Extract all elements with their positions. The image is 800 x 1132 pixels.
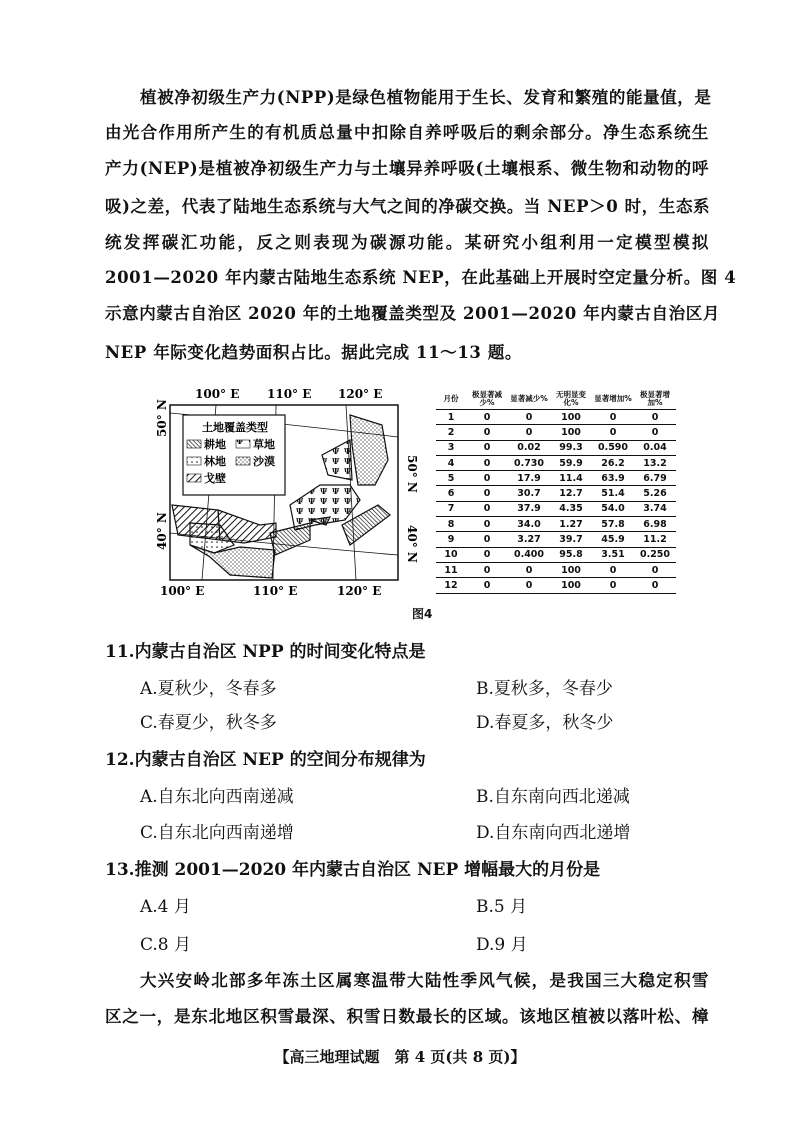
table-cell: 0	[466, 501, 508, 516]
option-a: A.4 月	[140, 897, 191, 917]
table-cell: 95.8	[550, 547, 592, 562]
option-c: C.春夏少，秋冬多	[140, 713, 277, 733]
table-row	[436, 425, 676, 440]
option-b: B.夏秋多，冬春少	[476, 679, 613, 699]
table-cell: 0.250	[634, 547, 676, 562]
table-cell: 100	[550, 578, 592, 593]
table-cell: 6.98	[634, 517, 676, 532]
intro-line: 吸)之差，代表了陆地生态系统与大气之间的净碳交换。当 NEP＞0 时，生态系	[105, 197, 711, 216]
table-cell: 63.9	[592, 471, 634, 486]
table-cell: 99.3	[550, 440, 592, 455]
table-cell: 54.0	[592, 501, 634, 516]
table-cell: 0	[466, 562, 508, 577]
table-cell: 0	[508, 562, 550, 577]
table-cell: 2	[436, 425, 466, 440]
table-header-cell: 无明显变化%	[550, 390, 592, 410]
table-cell: 5	[436, 471, 466, 486]
table-cell: 37.9	[508, 501, 550, 516]
table-cell: 57.8	[592, 517, 634, 532]
table-row	[436, 410, 676, 425]
intro-line: NEP 年际变化趋势面积占比。据此完成 11～13 题。	[105, 343, 523, 362]
table-cell: 0	[634, 562, 676, 577]
table-cell: 7	[436, 501, 466, 516]
table-cell: 4.35	[550, 501, 592, 516]
option-a: A.自东北向西南递减	[140, 787, 294, 807]
table-cell: 100	[550, 425, 592, 440]
land-cover-map	[150, 385, 425, 600]
table-cell: 1	[436, 410, 466, 425]
table-cell: 0	[466, 455, 508, 470]
table-cell: 11	[436, 562, 466, 577]
table-cell: 0.400	[508, 547, 550, 562]
table-cell: 0	[592, 410, 634, 425]
table-header-cell: 极显著增加%	[634, 390, 676, 410]
option-c: C.自东北向西南递增	[140, 823, 294, 843]
table-cell: 0.730	[508, 455, 550, 470]
table-cell: 0	[508, 578, 550, 593]
table-cell: 6	[436, 486, 466, 501]
table-row	[436, 532, 676, 547]
table-cell: 9	[436, 532, 466, 547]
table-cell: 11.2	[634, 532, 676, 547]
table-cell: 0	[634, 410, 676, 425]
lon-label: 100° E	[195, 387, 240, 401]
table-cell: 0	[466, 410, 508, 425]
table-cell: 0	[466, 517, 508, 532]
table-cell: 0	[634, 425, 676, 440]
legend-item-grassland: 草地	[253, 438, 275, 451]
option-c: C.8 月	[140, 935, 192, 955]
figure-caption: 图4	[412, 607, 433, 621]
lon-label: 120° E	[338, 387, 383, 401]
table-row	[436, 517, 676, 532]
table-row	[436, 440, 676, 455]
next-passage-line: 大兴安岭北部多年冻土区属寒温带大陆性季风气候，是我国三大稳定积雪	[140, 971, 709, 990]
option-d: D.春夏多，秋冬少	[476, 713, 614, 733]
table-row	[436, 501, 676, 516]
table-cell: 8	[436, 517, 466, 532]
table-cell: 0	[466, 547, 508, 562]
legend-item-desert: 沙漠	[253, 455, 275, 468]
table-cell: 4	[436, 455, 466, 470]
table-cell: 45.9	[592, 532, 634, 547]
table-cell: 10	[436, 547, 466, 562]
table-header-cell: 月份	[436, 390, 466, 410]
option-b: B.5 月	[476, 897, 528, 917]
nep-trend-table	[436, 390, 676, 594]
table-cell: 12	[436, 578, 466, 593]
question-stem: 13.推测 2001—2020 年内蒙古自治区 NEP 增幅最大的月份是	[105, 860, 601, 880]
table-cell: 0	[508, 425, 550, 440]
table-cell: 17.9	[508, 471, 550, 486]
table-cell: 3.27	[508, 532, 550, 547]
table-cell: 0.04	[634, 440, 676, 455]
question-stem: 11.内蒙古自治区 NPP 的时间变化特点是	[105, 642, 426, 662]
legend-item-forest: 林地	[204, 455, 226, 468]
table-row	[436, 578, 676, 593]
table-cell: 0	[466, 532, 508, 547]
lat-label: 40° N	[155, 512, 169, 550]
table-cell: 3.74	[634, 501, 676, 516]
table-row	[436, 455, 676, 470]
table-header-cell: 显著减少%	[508, 390, 550, 410]
table-cell: 100	[550, 562, 592, 577]
table-cell: 59.9	[550, 455, 592, 470]
page-footer: 【高三地理试题 第 4 页(共 8 页)】	[274, 1048, 526, 1066]
option-d: D.自东南向西北递增	[476, 823, 631, 843]
table-header-row	[436, 390, 676, 410]
lon-label: 100° E	[160, 584, 205, 598]
lon-label: 110° E	[267, 387, 312, 401]
table-cell: 0	[592, 425, 634, 440]
intro-line: 由光合作用所产生的有机质总量中扣除自养呼吸后的剩余部分。净生态系统生	[105, 123, 709, 142]
legend-item-gobi: 戈壁	[204, 472, 226, 485]
option-d: D.9 月	[476, 935, 528, 955]
legend-title: 土地覆盖类型	[202, 421, 268, 434]
table-cell: 1.27	[550, 517, 592, 532]
table-cell: 3	[436, 440, 466, 455]
lon-label: 120° E	[337, 584, 382, 598]
table-header-cell: 显著增加%	[592, 390, 634, 410]
table-row	[436, 471, 676, 486]
next-passage-line: 区之一，是东北地区积雪最深、积雪日数最长的区域。该地区植被以落叶松、樟	[105, 1007, 709, 1026]
lon-label: 110° E	[253, 584, 298, 598]
table-cell: 5.26	[634, 486, 676, 501]
table-cell: 39.7	[550, 532, 592, 547]
table-cell: 0	[466, 578, 508, 593]
table-row	[436, 562, 676, 577]
table-cell: 13.2	[634, 455, 676, 470]
table-cell: 0.02	[508, 440, 550, 455]
table-cell: 34.0	[508, 517, 550, 532]
legend-item-farmland: 耕地	[204, 438, 226, 451]
table-body	[436, 410, 676, 594]
option-b: B.自东南向西北递减	[476, 787, 630, 807]
table-cell: 0	[466, 471, 508, 486]
option-a: A.夏秋少，冬春多	[140, 679, 277, 699]
table-cell: 51.4	[592, 486, 634, 501]
lat-label: 40° N	[405, 525, 419, 563]
table-cell: 0	[592, 562, 634, 577]
table-cell: 0	[466, 486, 508, 501]
table-cell: 0.590	[592, 440, 634, 455]
table-header-cell: 极显著减少%	[466, 390, 508, 410]
intro-line: 示意内蒙古自治区 2020 年的土地覆盖类型及 2001—2020 年内蒙古自治区月	[105, 304, 720, 323]
table-cell: 6.79	[634, 471, 676, 486]
lat-label: 50° N	[155, 399, 169, 437]
table-cell: 100	[550, 410, 592, 425]
lat-label: 50° N	[405, 455, 419, 493]
intro-line: 2001—2020 年内蒙古陆地生态系统 NEP，在此基础上开展时空定量分析。图 4	[105, 268, 737, 287]
table-cell: 0	[592, 578, 634, 593]
table-cell: 3.51	[592, 547, 634, 562]
table-row	[436, 547, 676, 562]
map-legend	[183, 415, 285, 495]
question-stem: 12.内蒙古自治区 NEP 的空间分布规律为	[105, 750, 426, 770]
intro-line: 统发挥碳汇功能，反之则表现为碳源功能。某研究小组利用一定模型模拟	[105, 233, 709, 252]
table-cell: 0	[634, 578, 676, 593]
intro-line: 产力(NEP)是植被净初级生产力与土壤异养呼吸(土壤根系、微生物和动物的呼	[105, 159, 709, 178]
table-cell: 11.4	[550, 471, 592, 486]
intro-line: 植被净初级生产力(NPP)是绿色植物能用于生长、发育和繁殖的能量值，是	[140, 88, 712, 107]
table-cell: 0	[466, 425, 508, 440]
table-row	[436, 486, 676, 501]
table-cell: 0	[508, 410, 550, 425]
table-cell: 12.7	[550, 486, 592, 501]
table-cell: 26.2	[592, 455, 634, 470]
table-cell: 0	[466, 440, 508, 455]
table-cell: 30.7	[508, 486, 550, 501]
